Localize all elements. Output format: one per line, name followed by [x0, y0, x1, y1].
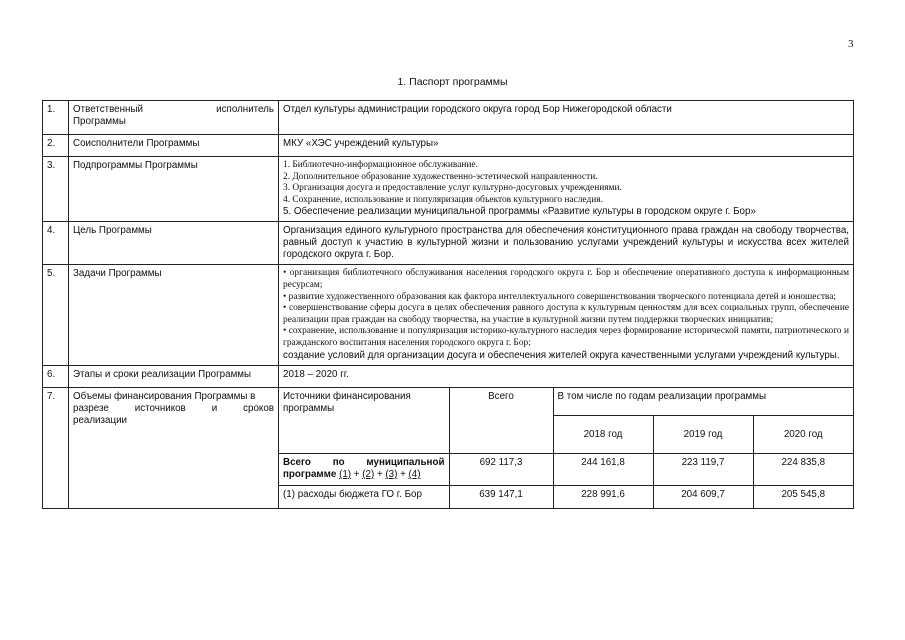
- formula-operator: +: [351, 469, 363, 481]
- year-value: 228 991,6: [553, 486, 653, 508]
- row-value: Организация единого культурного пространства для обеспечения конституционного права граждан на свободу творчества, равный доступ к участию в культурной жизни и пользованию услугами учреждений культуры и искусства всех жителей городского округа г. Бор.: [279, 222, 854, 265]
- row-label-part: источников: [134, 402, 186, 414]
- formula-operator: +: [397, 469, 409, 481]
- year-value: 204 609,7: [653, 486, 753, 508]
- total-label-part: по: [332, 457, 345, 469]
- table-row: [43, 135, 854, 157]
- financing-cell: [279, 387, 854, 508]
- row-value: [279, 157, 854, 222]
- table-row: [279, 454, 853, 486]
- row-number: 2.: [43, 135, 69, 157]
- total-label-part: Всего: [283, 457, 311, 469]
- row-label: Подпрограммы Программы: [69, 157, 279, 222]
- list-item: • совершенствование сферы досуга в целях обеспечения равного доступа к культурным ценностям для всех социальных групп, обеспечение реализации прав граждан на свободу творчества, на участие в культурной жизни путем поддержки творческих инициатив;: [283, 303, 849, 325]
- row-label-part: Программы: [73, 116, 126, 127]
- year-value: 224 835,8: [753, 454, 853, 486]
- program-passport-table: [42, 100, 854, 509]
- list-item: • развитие художественного образования как фактора интеллектуального совершенствования творческого потенциала детей и юношества;: [283, 291, 836, 302]
- formula-term: (4): [408, 469, 421, 481]
- total-label: [279, 454, 449, 486]
- year-header: 2018 год: [553, 416, 653, 454]
- year-value: 223 119,7: [653, 454, 753, 486]
- row-label: Задачи Программы: [69, 265, 279, 365]
- list-item: 1. Библиотечно-информационное обслуживание.: [283, 160, 478, 170]
- table-row: [43, 265, 854, 365]
- row-label: Соисполнители Программы: [69, 135, 279, 157]
- formula-term: (3): [385, 469, 398, 481]
- page-title: 1. Паспорт программы: [397, 76, 508, 88]
- budget-label: (1) расходы бюджета ГО г. Бор: [279, 486, 449, 508]
- row-label-part: и: [211, 402, 218, 414]
- table-row: [43, 222, 854, 265]
- header-total: Всего: [449, 388, 553, 454]
- list-item: 5. Обеспечение реализации муниципальной программы «Развитие культуры в городском округе г. Бор»: [283, 206, 756, 218]
- table-row: [279, 486, 853, 508]
- row-label-part: Объемы финансирования Программы в: [73, 390, 256, 402]
- row-label-part: реализации: [73, 414, 128, 426]
- financing-table: [279, 388, 853, 508]
- row-label: [69, 101, 279, 135]
- row-label-part: сроков: [243, 402, 274, 414]
- row-label: Цель Программы: [69, 222, 279, 265]
- table-row: [43, 101, 854, 135]
- row-number: 6.: [43, 365, 69, 387]
- table-row: [279, 388, 853, 416]
- year-header: 2020 год: [753, 416, 853, 454]
- list-item: 2. Дополнительное образование художественно-эстетической направленности.: [283, 171, 598, 182]
- page-number: 3: [848, 38, 854, 50]
- table-row: [43, 387, 854, 508]
- row-number: 4.: [43, 222, 69, 265]
- list-item: 4. Сохранение, использование и популяризация объектов культурного наследия.: [283, 194, 603, 205]
- formula-term: (2): [362, 469, 375, 481]
- row-value: Отдел культуры администрации городского округа город Бор Нижегородской области: [279, 101, 854, 135]
- total-value: 639 147,1: [449, 486, 553, 508]
- row-value: МКУ «ХЭС учреждений культуры»: [279, 135, 854, 157]
- list-item: 3. Организация досуга и предоставление услуг культурно-досуговых учреждениями.: [283, 183, 622, 194]
- formula-term: (1): [339, 469, 352, 481]
- total-value: 692 117,3: [449, 454, 553, 486]
- header-source: Источники финансирования программы: [279, 388, 449, 454]
- table-row: [43, 157, 854, 222]
- total-label-part: муниципальной: [366, 457, 445, 469]
- row-label: Этапы и сроки реализации Программы: [69, 365, 279, 387]
- row-number: 7.: [43, 387, 69, 508]
- year-header: 2019 год: [653, 416, 753, 454]
- list-item: создание условий для организации досуга и обеспечения жителей округа качественными услугами учреждений культуры.: [283, 349, 840, 361]
- table-row: [43, 365, 854, 387]
- row-label: [69, 387, 279, 508]
- list-item: • сохранение, использование и популяризация историко-культурного наследия через формирование исторической памяти, патриотического и гражданского воспитания населения городского округа г. Бор;: [283, 326, 849, 348]
- row-value: [279, 265, 854, 365]
- row-label-part: исполнитель: [216, 104, 274, 115]
- header-years: В том числе по годам реализации программы: [553, 388, 853, 416]
- row-label-part: Ответственный: [73, 104, 143, 115]
- year-value: 205 545,8: [753, 486, 853, 508]
- row-number: 1.: [43, 101, 69, 135]
- formula-operator: +: [374, 469, 386, 481]
- row-value: 2018 – 2020 гг.: [279, 365, 854, 387]
- year-value: 244 161,8: [553, 454, 653, 486]
- subprogram-list: [283, 160, 849, 206]
- list-item: • организация библиотечного обслуживания населения городского округа г. Бор и обеспечение оперативного доступа к информационным ресурсам;: [283, 268, 849, 290]
- row-number: 5.: [43, 265, 69, 365]
- row-number: 3.: [43, 157, 69, 222]
- total-label-part: программе: [283, 469, 337, 481]
- row-label-part: разрезе: [73, 402, 109, 414]
